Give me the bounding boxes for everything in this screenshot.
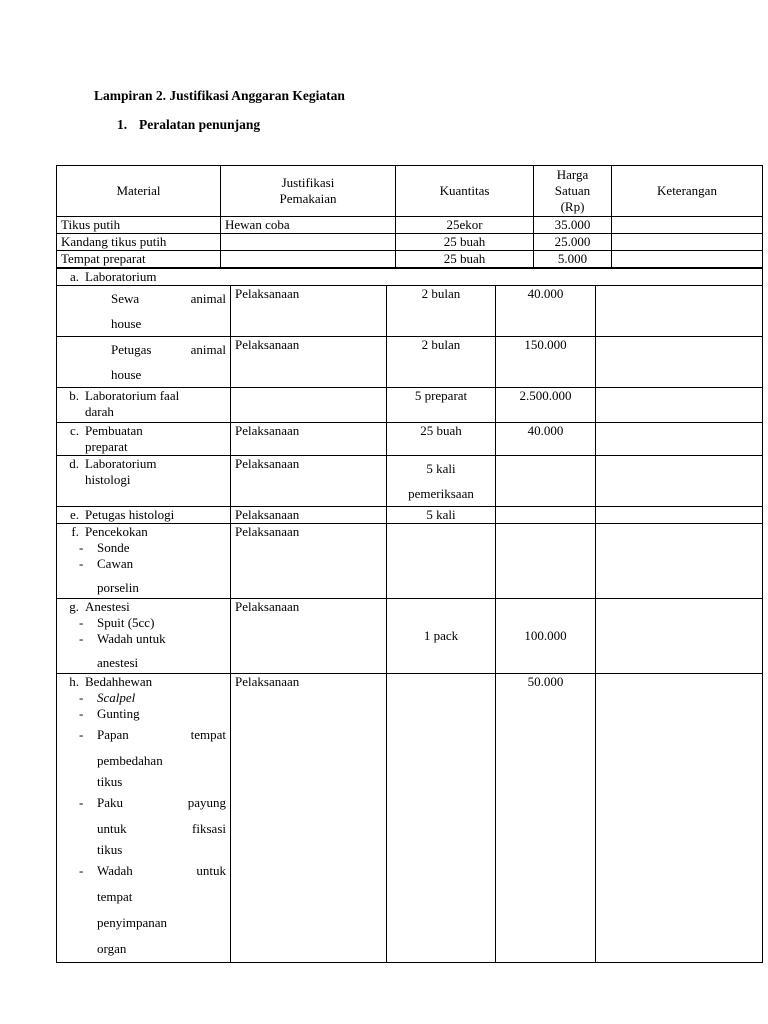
bullet-dash: - bbox=[79, 631, 84, 646]
list-item: Papan tempat pembedahan tikus bbox=[97, 727, 226, 789]
cell-material bbox=[57, 674, 231, 963]
cell-keterangan bbox=[596, 337, 763, 388]
table-row bbox=[57, 286, 763, 337]
header-keterangan: Keterangan bbox=[612, 166, 763, 217]
header-material: Material bbox=[57, 166, 221, 217]
header-harga-line1: Harga bbox=[556, 167, 589, 182]
cell-harga: 100.000 bbox=[496, 599, 596, 674]
cell-material bbox=[57, 337, 231, 388]
text-line: Laboratorium bbox=[85, 456, 157, 471]
cell-material bbox=[57, 456, 231, 507]
table-row bbox=[57, 388, 763, 423]
section-a-cell bbox=[57, 269, 763, 286]
list-marker: d. bbox=[69, 456, 79, 471]
cell-keterangan bbox=[596, 423, 763, 456]
table-row bbox=[57, 234, 763, 251]
budget-table-items bbox=[56, 268, 763, 963]
cell-material bbox=[57, 388, 231, 423]
cell-keterangan bbox=[596, 674, 763, 963]
cell-material: Tikus putih bbox=[57, 217, 221, 234]
header-justifikasi bbox=[221, 166, 396, 217]
cell-kuantitas: 25ekor bbox=[396, 217, 534, 234]
table-row bbox=[57, 456, 763, 507]
cell-justifikasi: Pelaksanaan bbox=[231, 286, 387, 337]
cell-material bbox=[57, 423, 231, 456]
list-item: Wadah untuk bbox=[97, 631, 166, 646]
cell-keterangan bbox=[596, 388, 763, 423]
list-item: anestesi bbox=[97, 655, 139, 670]
text-line: preparat bbox=[85, 439, 128, 454]
cell-harga bbox=[496, 507, 596, 524]
cell-keterangan bbox=[596, 456, 763, 507]
table-row bbox=[57, 599, 763, 674]
table-header-row bbox=[57, 166, 763, 217]
text-line: Sewa animal bbox=[111, 291, 226, 306]
cell-justifikasi: Pelaksanaan bbox=[231, 337, 387, 388]
text-line: house bbox=[111, 367, 142, 382]
section-heading bbox=[117, 117, 260, 133]
table-row bbox=[57, 423, 763, 456]
text-line: Pembuatan bbox=[85, 423, 143, 438]
text-line: Petugas animal bbox=[111, 342, 226, 357]
cell-justifikasi: Pelaksanaan bbox=[231, 423, 387, 456]
list-label: Bedahhewan bbox=[85, 674, 153, 689]
cell-keterangan bbox=[596, 286, 763, 337]
cell-justifikasi bbox=[231, 388, 387, 423]
page-title: Lampiran 2. Justifikasi Anggaran Kegiatan bbox=[94, 88, 345, 103]
section-number: 1. bbox=[117, 117, 128, 132]
cell-justifikasi: Pelaksanaan bbox=[231, 507, 387, 524]
header-kuantitas: Kuantitas bbox=[396, 166, 534, 217]
list-item: Wadah untuk tempat penyimpanan organ bbox=[97, 863, 226, 956]
list-marker: g. bbox=[69, 599, 79, 614]
list-marker: c. bbox=[69, 423, 79, 438]
table-row bbox=[57, 524, 763, 599]
cell-harga: 50.000 bbox=[496, 674, 596, 963]
cell-harga: 150.000 bbox=[496, 337, 596, 388]
list-label: Pencekokan bbox=[85, 524, 148, 539]
list-item: porselin bbox=[97, 580, 139, 595]
table-row bbox=[57, 269, 763, 286]
bullet-dash: - bbox=[79, 556, 84, 571]
bullet-dash: - bbox=[79, 615, 84, 630]
header-justifikasi-line1: Justifikasi bbox=[281, 175, 335, 190]
cell-material bbox=[57, 599, 231, 674]
cell-justifikasi bbox=[221, 234, 396, 251]
cell-harga bbox=[496, 456, 596, 507]
cell-harga bbox=[496, 524, 596, 599]
cell-material bbox=[57, 524, 231, 599]
bullet-dash: - bbox=[79, 690, 84, 705]
bullet-dash: - bbox=[79, 795, 84, 810]
header-harga-line3: (Rp) bbox=[560, 199, 585, 214]
list-marker: a. bbox=[69, 269, 79, 284]
cell-justifikasi: Hewan coba bbox=[221, 217, 396, 234]
cell-material bbox=[57, 286, 231, 337]
cell-keterangan bbox=[612, 251, 763, 268]
list-marker: h. bbox=[69, 674, 79, 689]
text-line: Laboratorium faal bbox=[85, 388, 180, 403]
cell-keterangan bbox=[612, 217, 763, 234]
header-harga-line2: Satuan bbox=[554, 183, 591, 198]
list-item: Cawan bbox=[97, 556, 134, 571]
cell-harga: 40.000 bbox=[496, 423, 596, 456]
bullet-dash: - bbox=[79, 706, 84, 721]
cell-harga: 5.000 bbox=[534, 251, 612, 268]
cell-material bbox=[57, 507, 231, 524]
cell-harga: 35.000 bbox=[534, 217, 612, 234]
cell-justifikasi bbox=[221, 251, 396, 268]
table-row bbox=[57, 507, 763, 524]
list-item: Spuit (5cc) bbox=[97, 615, 155, 630]
cell-justifikasi: Pelaksanaan bbox=[231, 674, 387, 963]
cell-material: Kandang tikus putih bbox=[57, 234, 221, 251]
list-marker: e. bbox=[69, 507, 79, 522]
cell-keterangan bbox=[612, 234, 763, 251]
list-label: Anestesi bbox=[85, 599, 130, 614]
table-row bbox=[57, 217, 763, 234]
text-line: darah bbox=[85, 404, 114, 419]
cell-kuantitas bbox=[387, 524, 496, 599]
cell-kuantitas bbox=[387, 674, 496, 963]
cell-kuantitas: 5 kali bbox=[387, 507, 496, 524]
cell-kuantitas: 5 preparat bbox=[387, 388, 496, 423]
budget-table-top bbox=[56, 165, 763, 268]
header-harga bbox=[534, 166, 612, 217]
cell-harga: 2.500.000 bbox=[496, 388, 596, 423]
cell-kuantitas: 25 buah bbox=[396, 234, 534, 251]
text-line: 5 kali bbox=[426, 461, 456, 476]
cell-keterangan bbox=[596, 507, 763, 524]
cell-material: Tempat preparat bbox=[57, 251, 221, 268]
cell-justifikasi: Pelaksanaan bbox=[231, 599, 387, 674]
cell-justifikasi: Pelaksanaan bbox=[231, 456, 387, 507]
list-label: Petugas histologi bbox=[85, 507, 175, 522]
section-title: Peralatan penunjang bbox=[139, 117, 261, 132]
text-line: pemeriksaan bbox=[408, 486, 474, 501]
cell-kuantitas: 1 pack bbox=[387, 599, 496, 674]
list-item: Gunting bbox=[97, 706, 140, 721]
text-line: house bbox=[111, 316, 142, 331]
list-item: Sonde bbox=[97, 540, 130, 555]
cell-harga: 40.000 bbox=[496, 286, 596, 337]
header-justifikasi-line2: Pemakaian bbox=[279, 191, 337, 206]
cell-kuantitas: 2 bulan bbox=[387, 337, 496, 388]
text-line: histologi bbox=[85, 472, 131, 487]
list-marker: f. bbox=[71, 524, 79, 539]
bullet-dash: - bbox=[79, 727, 84, 742]
table-row bbox=[57, 674, 763, 963]
list-item: Paku payung untuk fiksasi tikus bbox=[97, 795, 226, 857]
table-row bbox=[57, 337, 763, 388]
cell-keterangan bbox=[596, 599, 763, 674]
bullet-dash: - bbox=[79, 863, 84, 878]
bullet-dash: - bbox=[79, 540, 84, 555]
cell-kuantitas bbox=[387, 456, 496, 507]
cell-kuantitas: 25 buah bbox=[387, 423, 496, 456]
list-item: Scalpel bbox=[97, 690, 136, 705]
list-marker: b. bbox=[69, 388, 79, 403]
cell-kuantitas: 25 buah bbox=[396, 251, 534, 268]
cell-justifikasi: Pelaksanaan bbox=[231, 524, 387, 599]
cell-harga: 25.000 bbox=[534, 234, 612, 251]
list-label: Laboratorium bbox=[85, 269, 157, 284]
table-row bbox=[57, 251, 763, 268]
cell-keterangan bbox=[596, 524, 763, 599]
cell-kuantitas: 2 bulan bbox=[387, 286, 496, 337]
